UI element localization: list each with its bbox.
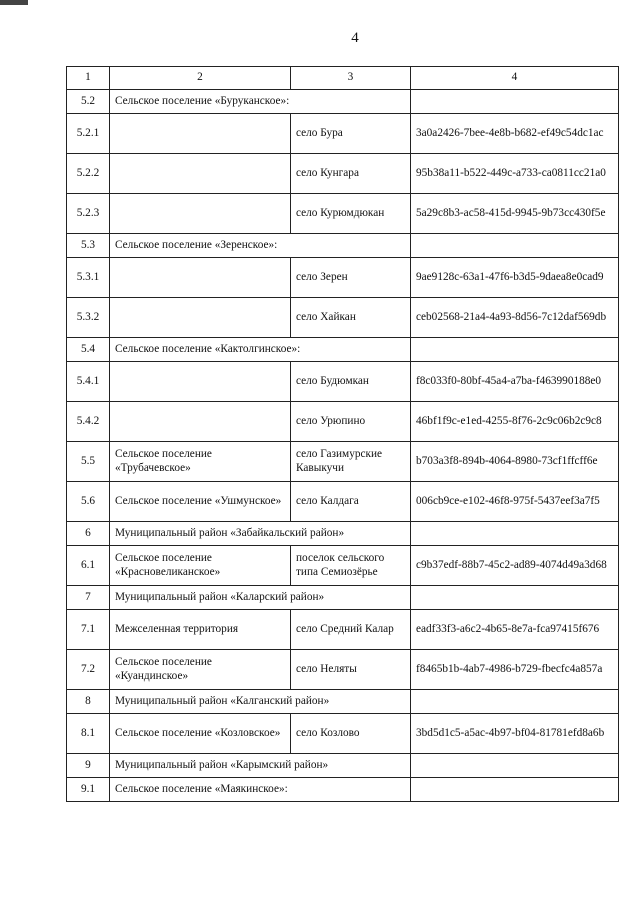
table-row [67,114,619,154]
row-number-cell: 7 [67,586,110,610]
section-row [67,778,619,802]
municipality-cell: Сельское поселение «Куандинское» [110,650,291,690]
settlement-cell: село Средний Калар [291,610,411,650]
settlement-cell: село Бура [291,114,411,154]
column-header: 2 [110,67,291,90]
municipality-cell: Сельское поселение «Трубачевское» [110,442,291,482]
corner-mark [0,0,28,5]
settlement-cell: село Хайкан [291,298,411,338]
municipality-cell: Сельское поселение «Ушмунское» [110,482,291,522]
table-row [67,714,619,754]
identifier-cell: 006cb9ce-e102-46f8-975f-5437eef3a7f5 [411,482,619,522]
identifier-cell: ceb02568-21a4-4a93-8d56-7c12daf569db [411,298,619,338]
identifier-cell: c9b37edf-88b7-45c2-ad89-4074d49a3d68 [411,546,619,586]
municipality-cell: Сельское поселение «Козловское» [110,714,291,754]
table-row [67,610,619,650]
row-number-cell: 6.1 [67,546,110,586]
table-header-row [67,67,619,90]
settlement-cell: село Козлово [291,714,411,754]
row-number-cell: 8 [67,690,110,714]
row-number-cell: 5.3.2 [67,298,110,338]
table-row [67,546,619,586]
section-row [67,338,619,362]
row-number-cell: 5.2.1 [67,114,110,154]
identifier-cell: f8465b1b-4ab7-4986-b729-fbecfc4a857a [411,650,619,690]
row-number-cell: 5.2 [67,90,110,114]
identifier-cell: 5a29c8b3-ac58-415d-9945-9b73cc430f5e [411,194,619,234]
column-header: 1 [67,67,110,90]
settlement-cell: село Неляты [291,650,411,690]
empty-cell [411,690,619,714]
empty-cell [411,90,619,114]
row-number-cell: 5.4.1 [67,362,110,402]
empty-cell [411,338,619,362]
row-number-cell: 8.1 [67,714,110,754]
identifier-cell: eadf33f3-a6c2-4b65-8e7a-fca97415f676 [411,610,619,650]
section-name-cell: Сельское поселение «Буруканское»: [110,90,411,114]
row-number-cell: 7.1 [67,610,110,650]
section-row [67,90,619,114]
table-row [67,482,619,522]
row-number-cell: 9 [67,754,110,778]
section-name-cell: Сельское поселение «Зеренское»: [110,234,411,258]
municipality-cell [110,298,291,338]
section-row [67,586,619,610]
municipality-cell [110,258,291,298]
section-name-cell: Муниципальный район «Калганский район» [110,690,411,714]
section-name-cell: Сельское поселение «Маякинское»: [110,778,411,802]
table-row [67,194,619,234]
municipality-cell: Сельское поселение «Красновеликанское» [110,546,291,586]
column-header: 4 [411,67,619,90]
identifier-cell: 46bf1f9c-e1ed-4255-8f76-2c9c06b2c9c8 [411,402,619,442]
row-number-cell: 5.5 [67,442,110,482]
table-row [67,362,619,402]
row-number-cell: 9.1 [67,778,110,802]
municipality-cell: Межселенная территория [110,610,291,650]
section-name-cell: Сельское поселение «Кактолгинское»: [110,338,411,362]
settlement-cell: поселок сельского типа Семиозёрье [291,546,411,586]
row-number-cell: 5.2.2 [67,154,110,194]
section-name-cell: Муниципальный район «Каларский район» [110,586,411,610]
settlement-cell: село Газимурские Кавыкучи [291,442,411,482]
section-row [67,754,619,778]
section-row [67,690,619,714]
settlement-cell: село Кунгара [291,154,411,194]
row-number-cell: 5.3 [67,234,110,258]
section-name-cell: Муниципальный район «Карымский район» [110,754,411,778]
table-row [67,442,619,482]
row-number-cell: 6 [67,522,110,546]
row-number-cell: 5.3.1 [67,258,110,298]
municipality-cell [110,154,291,194]
empty-cell [411,778,619,802]
municipality-cell [110,194,291,234]
table-row [67,402,619,442]
identifier-cell: f8c033f0-80bf-45a4-a7ba-f463990188e0 [411,362,619,402]
municipality-cell [110,114,291,154]
table-row [67,258,619,298]
identifier-cell: 3a0a2426-7bee-4e8b-b682-ef49c54dc1ac [411,114,619,154]
identifier-cell: 3bd5d1c5-a5ac-4b97-bf04-81781efd8a6b [411,714,619,754]
table-body [67,90,619,802]
section-row [67,234,619,258]
empty-cell [411,522,619,546]
row-number-cell: 5.4.2 [67,402,110,442]
settlement-cell: село Урюпино [291,402,411,442]
identifier-cell: b703a3f8-894b-4064-8980-73cf1ffcff6e [411,442,619,482]
table-row [67,298,619,338]
identifier-cell: 95b38a11-b522-449c-a733-ca0811cc21a0 [411,154,619,194]
empty-cell [411,586,619,610]
settlement-cell: село Будюмкан [291,362,411,402]
settlement-cell: село Зерен [291,258,411,298]
row-number-cell: 5.2.3 [67,194,110,234]
settlement-cell: село Курюмдюкан [291,194,411,234]
settlements-table [66,66,619,802]
section-name-cell: Муниципальный район «Забайкальский район» [110,522,411,546]
row-number-cell: 5.6 [67,482,110,522]
table-row [67,154,619,194]
municipality-cell [110,362,291,402]
column-header: 3 [291,67,411,90]
settlement-cell: село Калдага [291,482,411,522]
table-row [67,650,619,690]
municipality-cell [110,402,291,442]
row-number-cell: 5.4 [67,338,110,362]
empty-cell [411,234,619,258]
empty-cell [411,754,619,778]
section-row [67,522,619,546]
row-number-cell: 7.2 [67,650,110,690]
identifier-cell: 9ae9128c-63a1-47f6-b3d5-9daea8e0cad9 [411,258,619,298]
page-number: 4 [351,30,359,46]
